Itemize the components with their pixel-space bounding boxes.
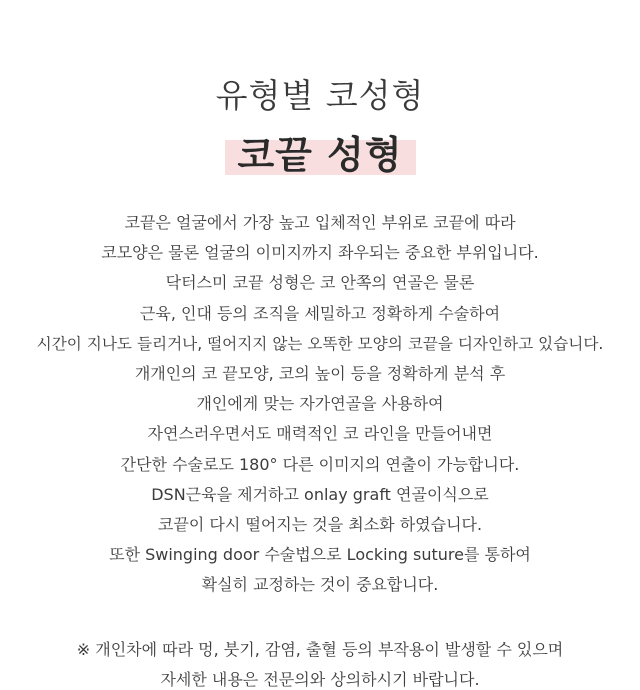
description-line: 개개인의 코 끝모양, 코의 높이 등을 정확하게 분석 후	[134, 363, 506, 383]
side-effect-notice	[0, 635, 640, 690]
description-line: 코모양은 물론 얼굴의 이미지까지 좌우되는 중요한 부위입니다.	[101, 243, 539, 263]
description-line: 코끝은 얼굴에서 가장 높고 입체적인 부위로 코끝에 따라	[124, 213, 516, 232]
notice-line: 자세한 내용은 전문의와 상의하시기 바랍니다.	[160, 670, 480, 689]
section-subtitle: 유형별 코성형	[215, 76, 425, 115]
description-line: 확실히 교정하는 것이 중요합니다.	[201, 575, 439, 595]
description-line: 개인에게 맞는 자가연골을 사용하여	[196, 394, 444, 414]
page-title: 코끝 성형	[237, 133, 403, 177]
title-block	[0, 128, 640, 184]
description-line: 간단한 수술로도 180° 다른 이미지의 연출이 가능합니다.	[120, 454, 520, 474]
notice-line: ※ 개인차에 따라 멍, 붓기, 감염, 출혈 등의 부작용이 발생할 수 있으며	[76, 640, 564, 659]
description-line: 자연스러우면서도 매력적인 코 라인을 만들어내면	[147, 424, 493, 444]
description-line: 시간이 지나도 들리거나, 떨어지지 않는 오똑한 모양의 코끝을 디자인하고 있습니다.	[36, 334, 604, 353]
description-line: 닥터스미 코끝 성형은 코 안쪽의 연골은 물론	[165, 273, 475, 293]
description-line: 코끝이 다시 떨어지는 것을 최소화 하였습니다.	[157, 514, 483, 534]
description-line: 또한 Swinging door 수술법으로 Locking suture를 통하여	[109, 545, 531, 565]
description-line: DSN근육을 제거하고 onlay graft 연골이식으로	[151, 484, 489, 504]
description-paragraph	[0, 208, 640, 600]
description-line: 근육, 인대 등의 조직을 세밀하고 정확하게 수술하여	[139, 303, 501, 323]
